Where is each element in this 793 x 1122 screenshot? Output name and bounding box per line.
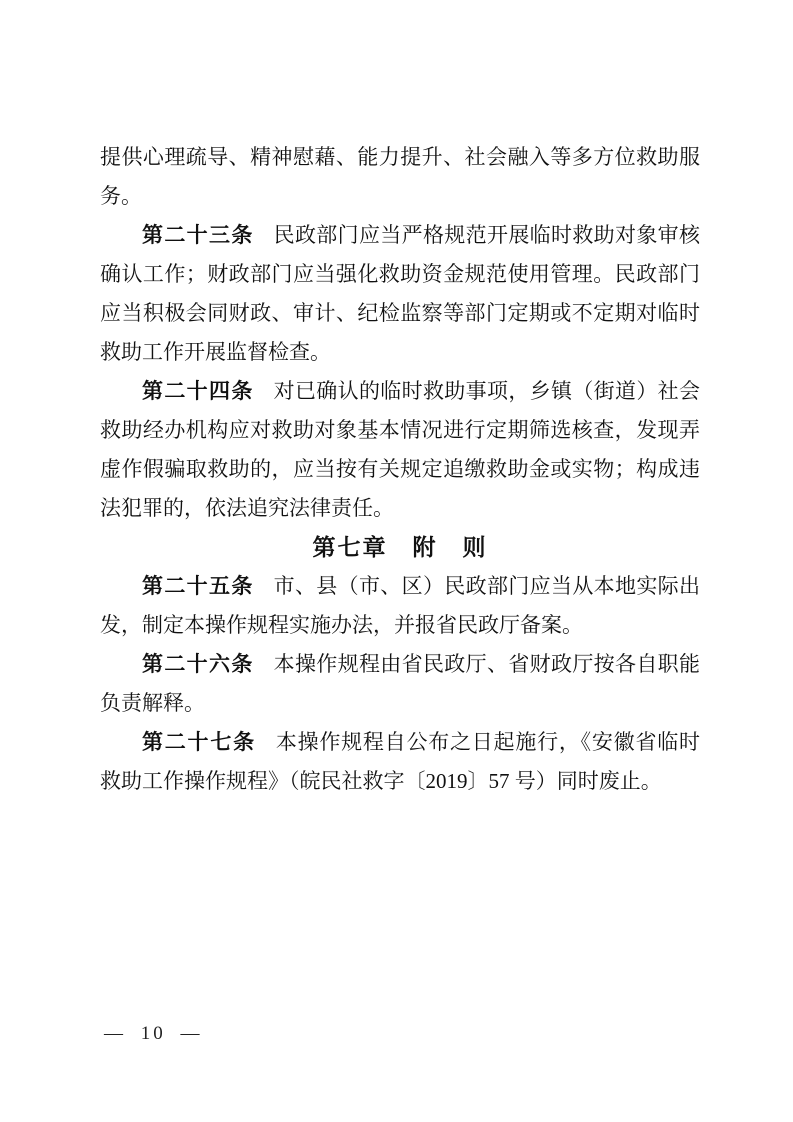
paragraph-article-25 bbox=[100, 567, 700, 645]
paragraph-article-27 bbox=[100, 723, 700, 801]
article-24-number: 第二十四条 bbox=[142, 379, 254, 403]
article-23-text: 民政部门应当严格规范开展临时救助对象审核确认工作；财政部门应当强化救助资金规范使用管理。民政部门应当积极会同财政、审计、纪检监察等部门定期或不定期对临时救助工作开展监督检查。 bbox=[100, 223, 701, 364]
paragraph-article-26 bbox=[100, 645, 700, 723]
chapter-heading: 第七章 附 则 bbox=[312, 534, 488, 560]
article-26-number: 第二十六条 bbox=[142, 652, 254, 676]
article-27-text: 本操作规程自公布之日起施行，《安徽省临时救助工作操作规程》（皖民社救字〔2019〕57 号）同时废止。 bbox=[100, 730, 701, 793]
article-26-text: 本操作规程由省民政厅、省财政厅按各自职能负责解释。 bbox=[100, 652, 701, 715]
article-25-text: 市、县（市、区）民政部门应当从本地实际出发，制定本操作规程实施办法，并报省民政厅备案。 bbox=[100, 574, 701, 637]
document-body bbox=[100, 138, 700, 801]
continuation-text: 提供心理疏导、精神慰藉、能力提升、社会融入等多方位救助服务。 bbox=[100, 145, 700, 208]
article-25-number: 第二十五条 bbox=[142, 574, 254, 598]
page-number: — 10 — bbox=[104, 1023, 203, 1044]
paragraph-article-23 bbox=[100, 216, 700, 372]
article-24-text: 对已确认的临时救助事项，乡镇（街道）社会救助经办机构应对救助对象基本情况进行定期筛选核查，发现弄虚作假骗取救助的，应当按有关规定追缴救助金或实物；构成违法犯罪的，依法追究法律责任。 bbox=[100, 379, 701, 520]
article-23-number: 第二十三条 bbox=[142, 223, 254, 247]
article-27-number: 第二十七条 bbox=[142, 730, 256, 754]
paragraph-article-24 bbox=[100, 372, 700, 528]
paragraph-continuation bbox=[100, 138, 700, 216]
